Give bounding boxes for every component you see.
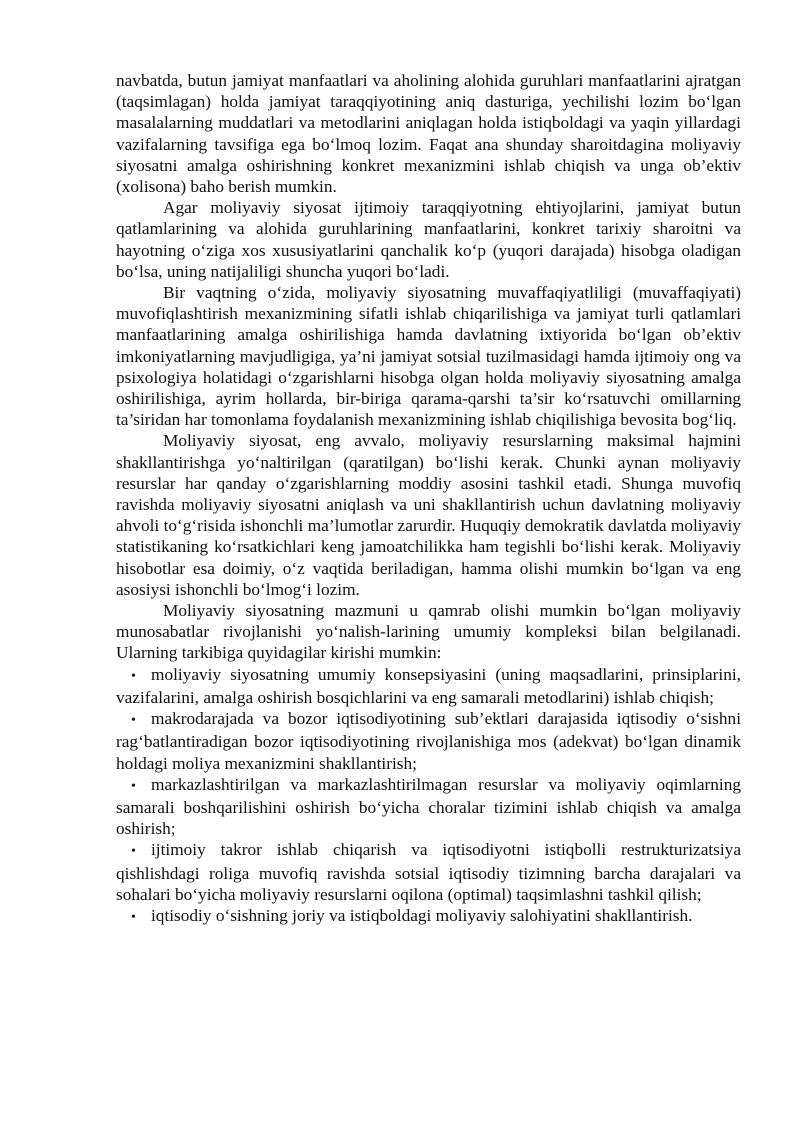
bullet-item <box>116 839 741 905</box>
bullet-text: makrodarajada va bozor iqtisodiyotining sub’ektlari darajasida iqtisodiy o‘sishni rag‘batlantiradigan bozor iqtisodiyotining rivojlanishiga mos (adekvat) bo‘lgan dinamik holdagi moliya mexanizmini shakllantirish; <box>116 709 741 773</box>
paragraph: Moliyaviy siyosatning mazmuni u qamrab olishi mumkin bo‘lgan moliyaviy munosabatlar rivojlanishi yo‘nalish-larining umumiy kompleksi bilan belgilanadi. Ularning tarkibiga quyidagilar kirishi mumkin: <box>116 601 741 663</box>
bullet-icon: • <box>131 909 136 925</box>
bullet-item <box>116 708 741 774</box>
bullet-icon: • <box>131 713 136 729</box>
bullet-item <box>116 774 741 840</box>
bullet-item <box>116 905 741 928</box>
paragraph: Moliyaviy siyosat, eng avvalo, moliyaviy resurslarning maksimal hajmini shakllantirishga yo‘naltirilgan (qaratilgan) bo‘lishi kerak. Chunki aynan moliyaviy resurslar har qanday o‘zgarishlarning moddiy asosini tashkil etadi. Shunga muvofiq ravishda moliyaviy siyosatni aniqlash va uni shakllantirish uchun davlatning moliyaviy ahvoli to‘g‘risida ishonchli ma’lumotlar zarurdir. Huquqiy demokratik davlatda moliyaviy statistikaning ko‘rsatkichlari keng jamoatchilikka ham tegishli bo‘lishi kerak. Moliyaviy hisobotlar esa doimiy, o‘z vaqtida beriladigan, hamma olishi mumkin bo‘lgan va eng asosiysi ishonchli bo‘lmog‘i lozim. <box>116 431 741 599</box>
paragraph: Bir vaqtning o‘zida, moliyaviy siyosatning muvaffaqiyatliligi (muvaffaqiyati) muvofiqlashtirish mexanizmining sifatli ishlab chiqarilishiga va jamiyat turli qatlamlari manfaatlarining amalga oshirilishiga hamda davlatning ixtiyorida bo‘lgan ob’ektiv imkoniyatlarning mavjudligiga, ya’ni jamiyat sotsial tuzilmasidagi hamda ijtimoiy ong va psixologiya holatidagi o‘zgarishlarni hisobga olgan holda moliyaviy siyosatning amalga oshirilishiga, ayrim hollarda, bir-biriga qarama-qarshi ta’sir ko‘rsatuvchi omillarning ta’siridan har tomonlama foydalanish mexanizmining ishlab chiqilishiga bevosita bog‘liq. <box>116 283 741 430</box>
bullet-text: moliyaviy siyosatning umumiy konsepsiyasini (uning maqsadlarini, prinsiplarini, vazifalarini, amalga oshirish bosqichlarini va eng samarali metodlarini) ishlab chiqish; <box>116 664 741 707</box>
bullet-text: iqtisodiy o‘sishning joriy va istiqboldagi moliyaviy salohiyatini shakllantirish. <box>151 905 693 925</box>
bullet-text: markazlashtirilgan va markazlashtirilmagan resurslar va moliyaviy oqimlarning samarali boshqarilishini oshirish bo‘yicha choralar tizimini ishlab chiqish va amalga oshirish; <box>116 774 741 839</box>
document-page <box>116 70 741 928</box>
bullet-icon: • <box>131 844 136 860</box>
paragraph: navbatda, butun jamiyat manfaatlari va aholining alohida guruhlari manfaatlarini ajratgan (taqsimlagan) holda jamiyat taraqqiyotining aniq dasturiga, yechilishi lozim bo‘lgan masalalarning muddatlari va metodlarini aniqlagan holda istiqboldagi va yaqin yillardagi vazifalarning tavsifiga ega bo‘lmoq lozim. Faqat ana shunday sharoitdagina moliyaviy siyosatni amalga oshirishning konkret mexanizmini ishlab chiqish va unga ob’ektiv (xolisona) baho berish mumkin. <box>116 71 741 197</box>
bullet-item <box>116 664 741 708</box>
bullet-icon: • <box>131 668 136 684</box>
bullet-text: ijtimoiy takror ishlab chiqarish va iqtisodiyotni istiqbolli restrukturizatsiya qishlishdagi roliga muvofiq ravishda sotsial iqtisodiy tizimning barcha darajalari va sohalari bo‘yicha moliyaviy resurslarni oqilona (optimal) taqsimlashni tashkil qilish; <box>116 840 741 904</box>
paragraph: Agar moliyaviy siyosat ijtimoiy taraqqiyotning ehtiyojlarini, jamiyat butun qatlamlarining va alohida guruhlarining manfaatlarini, konkret tarixiy sharoitni va hayotning o‘ziga xos xususiyatlarini qanchalik ko‘p (yuqori darajada) hisobga oladigan bo‘lsa, uning natijaliligi shuncha yuqori bo‘ladi. <box>116 198 741 281</box>
bullet-icon: • <box>131 778 136 794</box>
